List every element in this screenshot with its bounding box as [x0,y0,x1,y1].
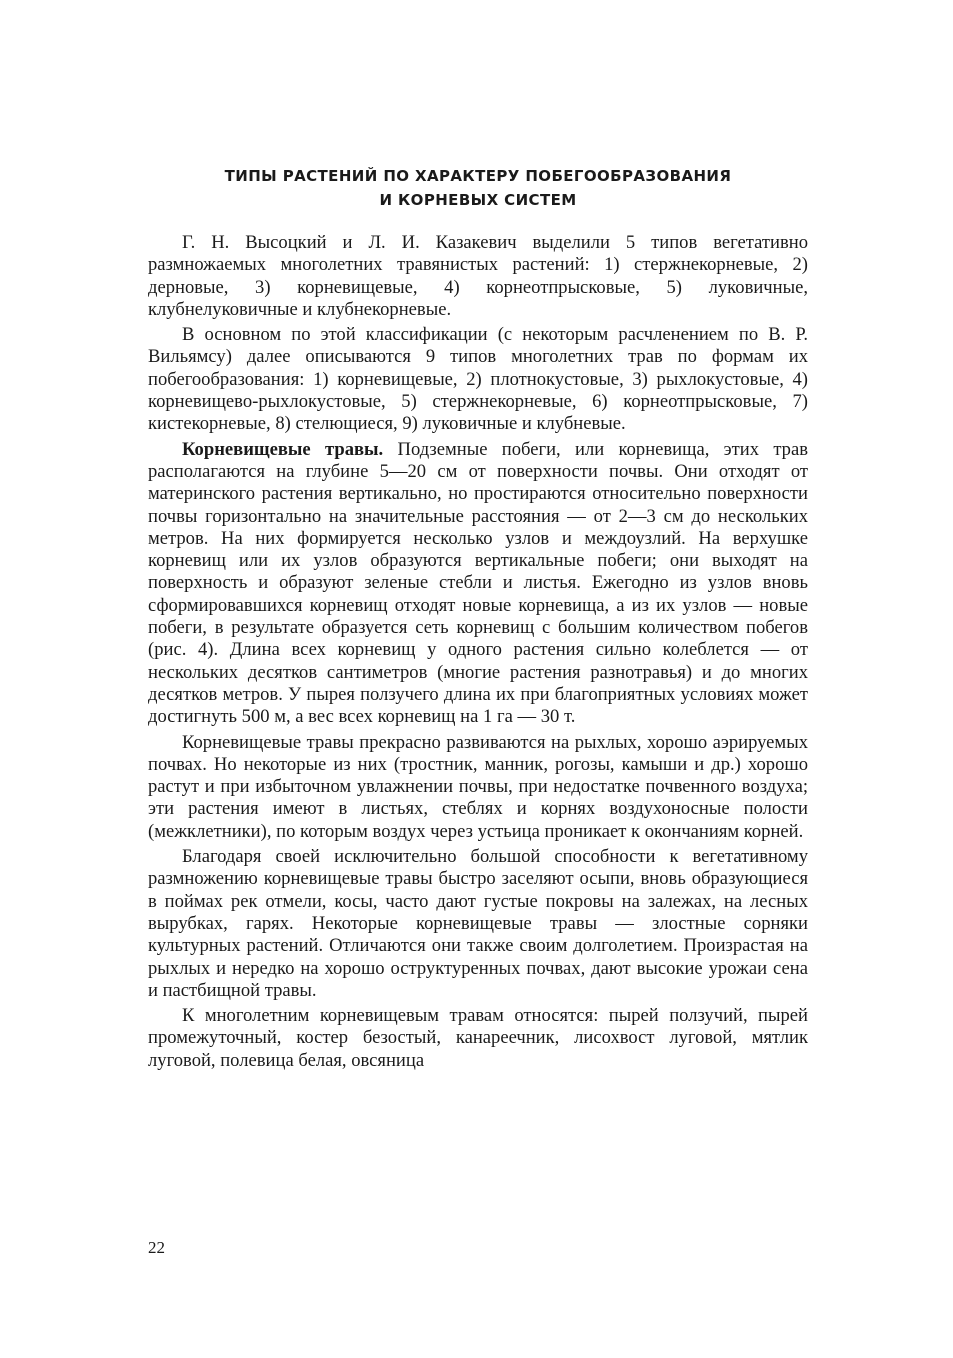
paragraph-species-list [148,1005,808,1072]
section-title-line-1: ТИПЫ РАСТЕНИЙ ПО ХАРАКТЕРУ ПОБЕГООБРАЗОВАНИЯ [224,167,732,185]
paragraph-text: К многолетним корневищевым травам относятся: пырей ползучий, пырей промежуточный, костер безостый, канареечник, лисохвост луговой, мятлик луговой, полевица белая, овсяница [148,1005,808,1071]
paragraph-text: Корневищевые травы прекрасно развиваются на рыхлых, хорошо аэрируемых почвах. Но некоторые из них (тростник, манник, рогозы, камыши и др.) хорошо растут и при избыточном увлажнении почвы, при недостатке почвенного воздуха; эти растения имеют в листьях, стеблях и корнях воздухоносные полости (межклетники), по которым воздух через устьица проникает к окончаниям корней. [148,731,808,842]
paragraph-classification [148,324,808,435]
paragraph-text: Благодаря своей исключительно большой способности к вегетативному размножению корневищевые травы быстро заселяют осыпи, вновь образующиеся в поймах рек отмели, косы, часто дают густые покровы на залежах, на лесных вырубках, гарях. Некоторые корневищевые травы — злостные сорняки культурных растений. Отличаются они также своим долголетием. Произрастая на рыхлых и нередко на хорошо оструктуренных почвах, дают высокие урожаи сена и пастбищной травы. [148,846,808,1001]
section-title [148,164,808,212]
paragraph-text: В основном по этой классификации (с некоторым расчленением по В. Р. Вильямсу) далее описываются 9 типов многолетних трав по формам их побегообразования: 1) корневищевые, 2) плотнокустовые, 3) рыхлокустовые, 4) корневищево-рыхлокустовые, 5) стержнекорневые, 6) корнеотпрысковые, 7) кистекорневые, 8) стелющиеся, 9) луковичные и клубневые. [148,324,808,435]
paragraph-rhizome-grasses [148,439,808,729]
page-number: 22 [148,1238,165,1257]
paragraph-propagation [148,846,808,1002]
body-text [148,232,808,1072]
paragraph-intro [148,232,808,321]
section-title-line-2: И КОРНЕВЫХ СИСТЕМ [379,191,577,209]
paragraph-lead-heading: Корневищевые травы. [182,438,384,460]
paragraph-soil-conditions [148,732,808,843]
paragraph-text: Г. Н. Высоцкий и Л. И. Казакевич выделили 5 типов вегетативно размножаемых многолетних травянистых растений: 1) стержнекорневые, 2) дерновые, 3) корневищевые, 4) корнеотпрысковые, 5) луковичные, клубнелуковичные и клубнекорневые. [148,232,808,320]
paragraph-text: Подземные побеги, или корневища, этих трав располагаются на глубине 5—20 см от поверхности почвы. Они отходят от материнского растения вертикально, но простираются относительно поверхности почвы горизонтально на значительные расстояния — от 2—3 см до нескольких метров. На них формируется несколько узлов и междоузлий. На верхушке корневищ или их узлов образуются вертикальные побеги; они выходят на поверхность и образуют зеленые стебли и листья. Ежегодно из узлов вновь сформировавшихся корневищ отходят новые корневища, а из их узлов — новые побеги, в результате образуется сеть корневищ с большим количеством побегов (рис. 4). Длина всех корневищ у одного растения сильно колеблется — от нескольких десятков сантиметров (многие растения разнотравья) и до многих десятков метров. У пырея ползучего длина их при благоприятных условиях может достигнуть 500 м, а вес всех корневищ на 1 га — 30 т. [148,438,808,728]
